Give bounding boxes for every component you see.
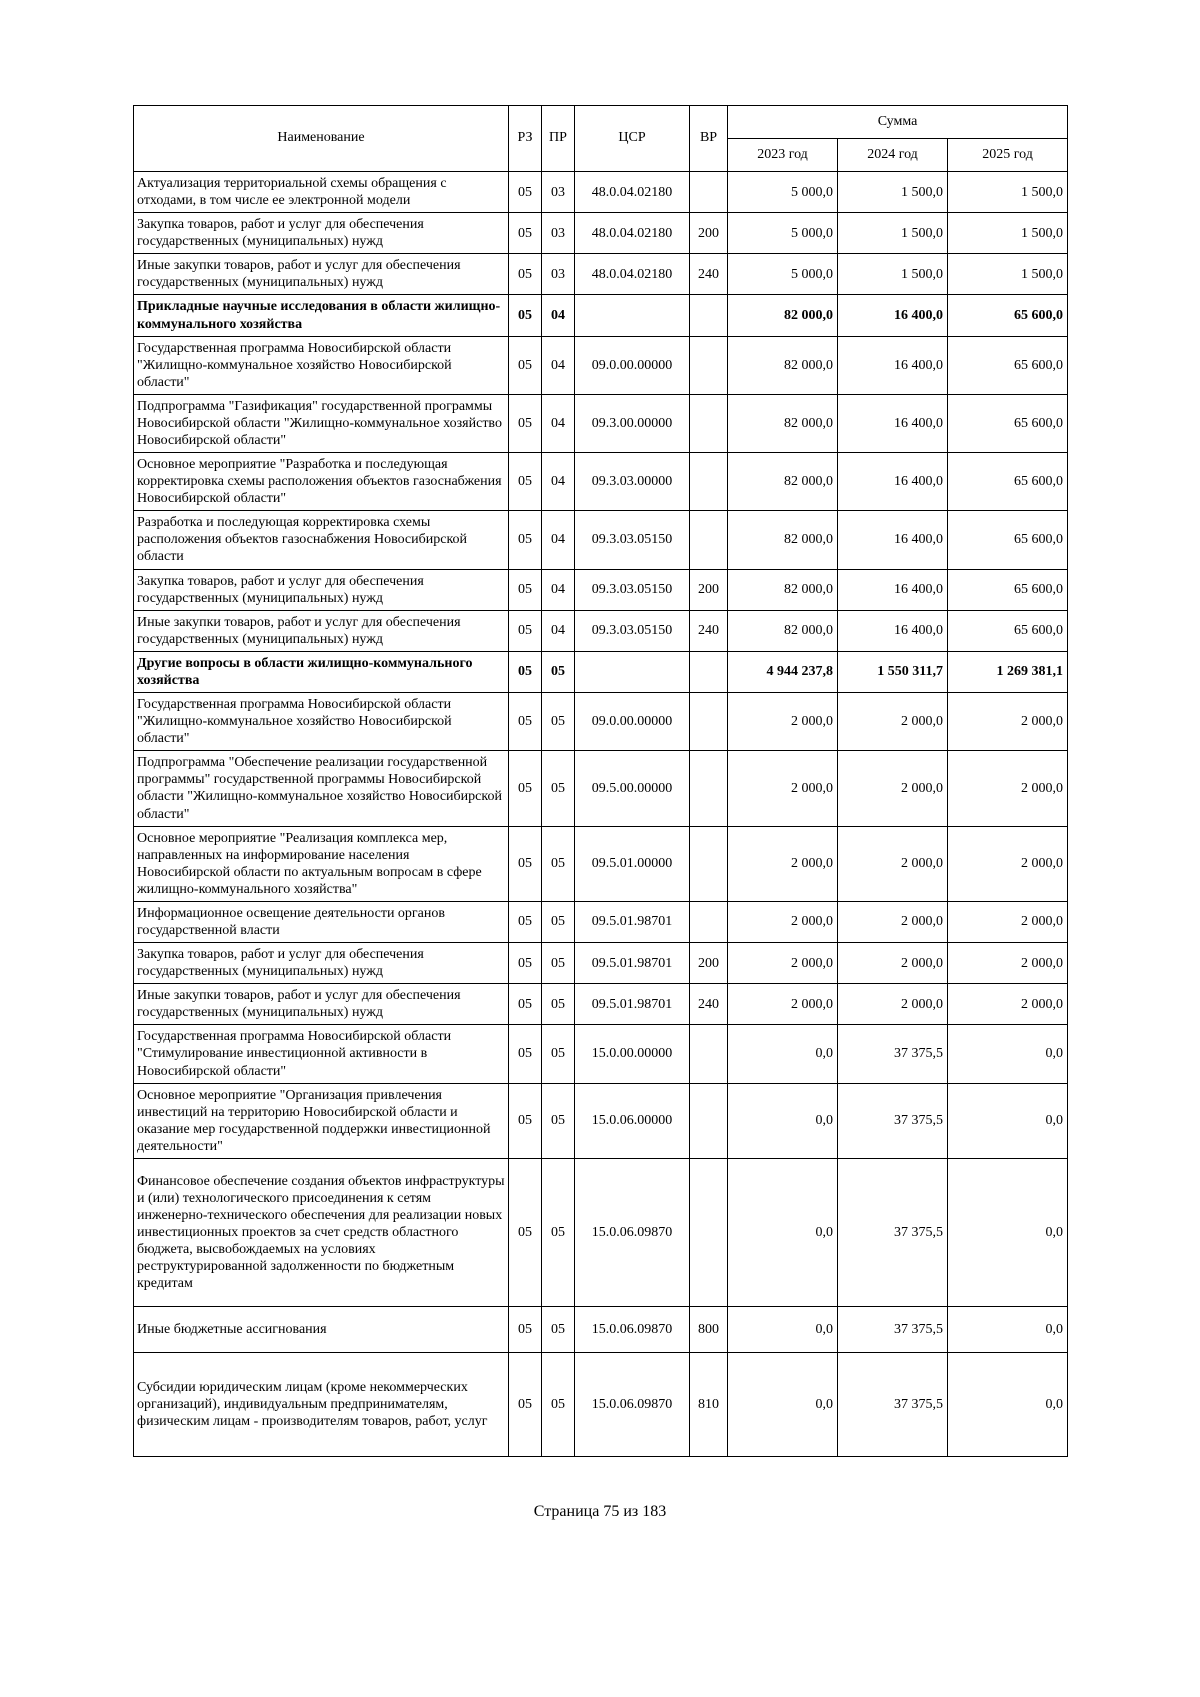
cell-2025: 65 600,0	[948, 336, 1068, 394]
cell-vr	[690, 1083, 728, 1158]
table-row	[134, 1306, 1068, 1352]
cell-vr	[690, 826, 728, 901]
cell-name: Прикладные научные исследования в области жилищно-коммунального хозяйства	[134, 295, 509, 336]
cell-pr: 05	[542, 1306, 575, 1352]
cell-name: Иные закупки товаров, работ и услуг для обеспечения государственных (муниципальных) нужд	[134, 984, 509, 1025]
cell-name: Иные закупки товаров, работ и услуг для обеспечения государственных (муниципальных) нужд	[134, 254, 509, 295]
cell-2024: 1 500,0	[838, 213, 948, 254]
cell-2024: 37 375,5	[838, 1306, 948, 1352]
cell-name: Финансовое обеспечение создания объектов инфраструктуры и (или) технологического присоединения к сетям инженерно-технического обеспечения для реализации новых инвестиционных проектов за счет средств областного бюджета, высвобождаемых на условиях реструктурированной задолженности по бюджетным кредитам	[134, 1158, 509, 1306]
cell-vr	[690, 511, 728, 569]
cell-name: Иные бюджетные ассигнования	[134, 1306, 509, 1352]
cell-name: Закупка товаров, работ и услуг для обеспечения государственных (муниципальных) нужд	[134, 943, 509, 984]
cell-2025: 0,0	[948, 1158, 1068, 1306]
cell-name: Закупка товаров, работ и услуг для обеспечения государственных (муниципальных) нужд	[134, 569, 509, 610]
cell-csr: 09.3.03.05150	[575, 569, 690, 610]
cell-csr: 09.3.03.05150	[575, 511, 690, 569]
cell-csr: 15.0.06.00000	[575, 1083, 690, 1158]
cell-vr	[690, 693, 728, 751]
cell-vr: 240	[690, 610, 728, 651]
cell-rz: 05	[509, 610, 542, 651]
cell-rz: 05	[509, 693, 542, 751]
cell-pr: 04	[542, 569, 575, 610]
cell-name: Подпрограмма "Газификация" государственной программы Новосибирской области "Жилищно-коммунальное хозяйство Новосибирской области"	[134, 394, 509, 452]
cell-pr: 05	[542, 943, 575, 984]
cell-name: Основное мероприятие "Организация привлечения инвестиций на территорию Новосибирской области и оказание мер государственной поддержки инвестиционной деятельности"	[134, 1083, 509, 1158]
table-row	[134, 693, 1068, 751]
cell-2024: 16 400,0	[838, 453, 948, 511]
cell-rz: 05	[509, 569, 542, 610]
table-row	[134, 254, 1068, 295]
cell-pr: 05	[542, 1352, 575, 1456]
cell-csr: 09.3.03.05150	[575, 610, 690, 651]
cell-rz: 05	[509, 336, 542, 394]
cell-2024: 37 375,5	[838, 1025, 948, 1083]
cell-pr: 04	[542, 295, 575, 336]
cell-2023: 82 000,0	[728, 569, 838, 610]
table-row	[134, 336, 1068, 394]
table-row	[134, 1083, 1068, 1158]
cell-2025: 65 600,0	[948, 295, 1068, 336]
cell-rz: 05	[509, 453, 542, 511]
table-row	[134, 901, 1068, 942]
cell-2024: 16 400,0	[838, 394, 948, 452]
cell-name: Основное мероприятие "Разработка и последующая корректировка схемы расположения объектов газоснабжения Новосибирской области"	[134, 453, 509, 511]
cell-rz: 05	[509, 826, 542, 901]
cell-2024: 2 000,0	[838, 901, 948, 942]
cell-name: Государственная программа Новосибирской области "Жилищно-коммунальное хозяйство Новосибирской области"	[134, 336, 509, 394]
column-header-rz: РЗ	[509, 106, 542, 172]
cell-pr: 04	[542, 511, 575, 569]
cell-2023: 5 000,0	[728, 254, 838, 295]
cell-rz: 05	[509, 751, 542, 826]
cell-2024: 16 400,0	[838, 569, 948, 610]
column-header-csr: ЦСР	[575, 106, 690, 172]
table-row	[134, 751, 1068, 826]
table-row	[134, 1158, 1068, 1306]
cell-rz: 05	[509, 295, 542, 336]
column-header-summa: Сумма	[728, 106, 1068, 139]
cell-pr: 05	[542, 1025, 575, 1083]
cell-vr	[690, 901, 728, 942]
section-row	[134, 651, 1068, 692]
table-row	[134, 610, 1068, 651]
table-row	[134, 213, 1068, 254]
cell-pr: 03	[542, 172, 575, 213]
cell-vr	[690, 651, 728, 692]
cell-pr: 04	[542, 453, 575, 511]
cell-csr: 15.0.06.09870	[575, 1352, 690, 1456]
cell-2024: 16 400,0	[838, 295, 948, 336]
cell-2025: 0,0	[948, 1352, 1068, 1456]
cell-2024: 2 000,0	[838, 943, 948, 984]
table-row	[134, 394, 1068, 452]
cell-2025: 2 000,0	[948, 984, 1068, 1025]
cell-name: Подпрограмма "Обеспечение реализации государственной программы" государственной программы Новосибирской области "Жилищно-коммунальное хозяйство Новосибирской области"	[134, 751, 509, 826]
cell-rz: 05	[509, 511, 542, 569]
cell-pr: 03	[542, 213, 575, 254]
cell-pr: 05	[542, 901, 575, 942]
cell-2023: 82 000,0	[728, 295, 838, 336]
cell-name: Информационное освещение деятельности органов государственной власти	[134, 901, 509, 942]
cell-csr: 48.0.04.02180	[575, 172, 690, 213]
cell-2023: 0,0	[728, 1158, 838, 1306]
cell-2023: 0,0	[728, 1352, 838, 1456]
cell-csr: 15.0.06.09870	[575, 1306, 690, 1352]
cell-rz: 05	[509, 651, 542, 692]
column-header-name: Наименование	[134, 106, 509, 172]
cell-2025: 2 000,0	[948, 826, 1068, 901]
cell-vr: 800	[690, 1306, 728, 1352]
cell-2023: 82 000,0	[728, 511, 838, 569]
cell-name: Закупка товаров, работ и услуг для обеспечения государственных (муниципальных) нужд	[134, 213, 509, 254]
cell-vr	[690, 1025, 728, 1083]
cell-2023: 82 000,0	[728, 610, 838, 651]
table-row	[134, 453, 1068, 511]
cell-pr: 05	[542, 751, 575, 826]
cell-pr: 05	[542, 693, 575, 751]
cell-2023: 2 000,0	[728, 693, 838, 751]
cell-name: Другие вопросы в области жилищно-коммунального хозяйства	[134, 651, 509, 692]
cell-name: Разработка и последующая корректировка схемы расположения объектов газоснабжения Новосибирской области	[134, 511, 509, 569]
budget-table	[133, 105, 1068, 1457]
cell-csr: 48.0.04.02180	[575, 254, 690, 295]
cell-2023: 2 000,0	[728, 751, 838, 826]
cell-rz: 05	[509, 1352, 542, 1456]
cell-2025: 2 000,0	[948, 901, 1068, 942]
column-header-pr: ПР	[542, 106, 575, 172]
cell-2025: 65 600,0	[948, 453, 1068, 511]
cell-vr	[690, 453, 728, 511]
cell-2024: 37 375,5	[838, 1158, 948, 1306]
cell-pr: 05	[542, 1083, 575, 1158]
cell-2024: 16 400,0	[838, 336, 948, 394]
cell-pr: 04	[542, 394, 575, 452]
cell-2025: 0,0	[948, 1025, 1068, 1083]
cell-rz: 05	[509, 1158, 542, 1306]
page-number: Страница 75 из 183	[533, 1502, 667, 1520]
cell-vr	[690, 751, 728, 826]
cell-2025: 65 600,0	[948, 610, 1068, 651]
cell-2025: 1 500,0	[948, 172, 1068, 213]
column-header-vr: ВР	[690, 106, 728, 172]
cell-csr: 09.5.01.00000	[575, 826, 690, 901]
cell-2024: 2 000,0	[838, 693, 948, 751]
table-row	[134, 1025, 1068, 1083]
table-row	[134, 569, 1068, 610]
cell-name: Государственная программа Новосибирской области "Жилищно-коммунальное хозяйство Новосибирской области"	[134, 693, 509, 751]
table-row	[134, 826, 1068, 901]
cell-csr: 48.0.04.02180	[575, 213, 690, 254]
column-header-year-2023: 2023 год	[728, 139, 838, 172]
cell-2025: 1 500,0	[948, 213, 1068, 254]
table-row	[134, 172, 1068, 213]
cell-rz: 05	[509, 172, 542, 213]
cell-rz: 05	[509, 213, 542, 254]
cell-2023: 2 000,0	[728, 826, 838, 901]
cell-name: Иные закупки товаров, работ и услуг для обеспечения государственных (муниципальных) нужд	[134, 610, 509, 651]
cell-2023: 4 944 237,8	[728, 651, 838, 692]
cell-rz: 05	[509, 254, 542, 295]
column-header-year-2025: 2025 год	[948, 139, 1068, 172]
cell-vr: 200	[690, 943, 728, 984]
cell-vr	[690, 172, 728, 213]
cell-2025: 2 000,0	[948, 693, 1068, 751]
cell-vr	[690, 1158, 728, 1306]
cell-rz: 05	[509, 1025, 542, 1083]
cell-pr: 03	[542, 254, 575, 295]
cell-rz: 05	[509, 394, 542, 452]
cell-pr: 05	[542, 651, 575, 692]
cell-2023: 2 000,0	[728, 984, 838, 1025]
cell-2023: 0,0	[728, 1083, 838, 1158]
cell-2023: 0,0	[728, 1025, 838, 1083]
cell-rz: 05	[509, 984, 542, 1025]
cell-2023: 5 000,0	[728, 172, 838, 213]
cell-2024: 37 375,5	[838, 1083, 948, 1158]
cell-vr	[690, 295, 728, 336]
cell-2024: 1 550 311,7	[838, 651, 948, 692]
cell-2023: 0,0	[728, 1306, 838, 1352]
cell-name: Государственная программа Новосибирской области "Стимулирование инвестиционной активности в Новосибирской области"	[134, 1025, 509, 1083]
cell-vr	[690, 336, 728, 394]
section-row	[134, 295, 1068, 336]
cell-2024: 2 000,0	[838, 751, 948, 826]
cell-2025: 2 000,0	[948, 751, 1068, 826]
table-row	[134, 511, 1068, 569]
column-header-year-2024: 2024 год	[838, 139, 948, 172]
cell-pr: 05	[542, 984, 575, 1025]
cell-pr: 05	[542, 1158, 575, 1306]
cell-2024: 2 000,0	[838, 984, 948, 1025]
cell-vr: 240	[690, 984, 728, 1025]
cell-rz: 05	[509, 901, 542, 942]
cell-2025: 65 600,0	[948, 394, 1068, 452]
cell-pr: 05	[542, 826, 575, 901]
cell-2024: 16 400,0	[838, 610, 948, 651]
cell-2023: 82 000,0	[728, 394, 838, 452]
cell-name: Субсидии юридическим лицам (кроме некоммерческих организаций), индивидуальным предпринимателям, физическим лицам - производителям товаров, работ, услуг	[134, 1352, 509, 1456]
cell-csr: 09.5.01.98701	[575, 901, 690, 942]
cell-name: Основное мероприятие "Реализация комплекса мер, направленных на информирование населения Новосибирской области по актуальным вопросам в сфере жилищно-коммунального хозяйства"	[134, 826, 509, 901]
cell-csr	[575, 651, 690, 692]
cell-vr	[690, 394, 728, 452]
cell-csr: 09.5.01.98701	[575, 984, 690, 1025]
cell-rz: 05	[509, 943, 542, 984]
cell-vr: 810	[690, 1352, 728, 1456]
cell-pr: 04	[542, 610, 575, 651]
cell-csr: 15.0.00.00000	[575, 1025, 690, 1083]
cell-2023: 2 000,0	[728, 943, 838, 984]
cell-csr: 09.3.00.00000	[575, 394, 690, 452]
cell-csr: 09.0.00.00000	[575, 336, 690, 394]
cell-2023: 82 000,0	[728, 336, 838, 394]
cell-2023: 5 000,0	[728, 213, 838, 254]
cell-vr: 240	[690, 254, 728, 295]
cell-pr: 04	[542, 336, 575, 394]
cell-vr: 200	[690, 569, 728, 610]
cell-2025: 1 500,0	[948, 254, 1068, 295]
cell-2024: 1 500,0	[838, 254, 948, 295]
cell-2025: 1 269 381,1	[948, 651, 1068, 692]
cell-2025: 0,0	[948, 1083, 1068, 1158]
cell-vr: 200	[690, 213, 728, 254]
table-row	[134, 943, 1068, 984]
cell-2025: 2 000,0	[948, 943, 1068, 984]
table-row	[134, 1352, 1068, 1456]
cell-2024: 37 375,5	[838, 1352, 948, 1456]
cell-csr: 09.5.00.00000	[575, 751, 690, 826]
cell-2024: 2 000,0	[838, 826, 948, 901]
cell-rz: 05	[509, 1306, 542, 1352]
cell-csr: 09.3.03.00000	[575, 453, 690, 511]
cell-rz: 05	[509, 1083, 542, 1158]
table-row	[134, 984, 1068, 1025]
cell-2025: 65 600,0	[948, 511, 1068, 569]
cell-2025: 65 600,0	[948, 569, 1068, 610]
cell-2025: 0,0	[948, 1306, 1068, 1352]
header-row-top	[134, 106, 1068, 139]
cell-2023: 2 000,0	[728, 901, 838, 942]
cell-csr: 09.0.00.00000	[575, 693, 690, 751]
cell-2023: 82 000,0	[728, 453, 838, 511]
cell-name: Актуализация территориальной схемы обращения с отходами, в том числе ее электронной модели	[134, 172, 509, 213]
cell-2024: 16 400,0	[838, 511, 948, 569]
cell-2024: 1 500,0	[838, 172, 948, 213]
cell-csr	[575, 295, 690, 336]
cell-csr: 15.0.06.09870	[575, 1158, 690, 1306]
cell-csr: 09.5.01.98701	[575, 943, 690, 984]
